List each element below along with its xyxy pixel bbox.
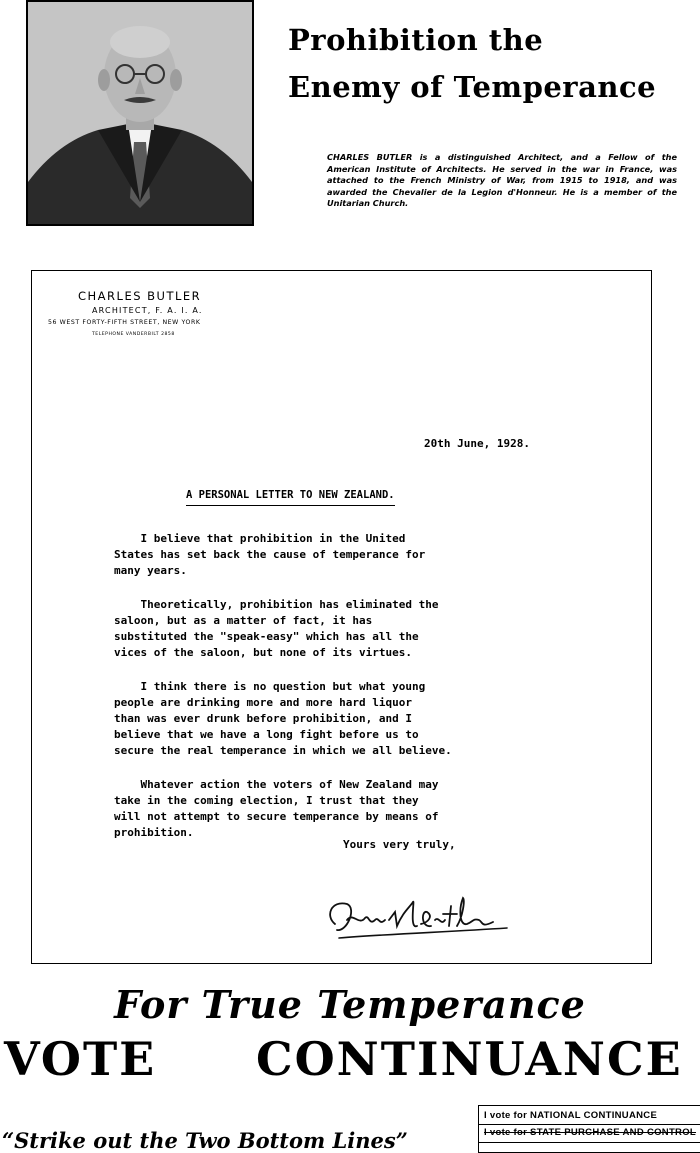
slogan-continuance: CONTINUANCE bbox=[256, 1032, 683, 1086]
ballot-divider bbox=[479, 1142, 700, 1143]
ballot-line-continuance: I vote for NATIONAL CONTINUANCE bbox=[484, 1110, 658, 1121]
portrait-illustration bbox=[28, 2, 252, 224]
letter-paragraph: Whatever action the voters of New Zealand may take in the coming election, I trust that they will not attempt to secure temperance by means of prohibition. bbox=[114, 778, 439, 839]
biography-text: CHARLES BUTLER is a distinguished Architect, and a Fellow of the American Institute of Architects. He served in the war in France, was attached to the French Ministry of War, from 1915 to 1918, and was awarded the Chevalier de la Legion d'Honneur. He is a member of the Unitarian Church. bbox=[327, 152, 677, 208]
letter-box bbox=[31, 270, 652, 964]
letterhead-address: 56 WEST FORTY-FIFTH STREET, NEW YORK bbox=[48, 319, 201, 326]
headline-line-2: Enemy of Temperance bbox=[288, 70, 657, 104]
ballot-divider bbox=[479, 1124, 700, 1125]
letterhead-title: ARCHITECT, F. A. I. A. bbox=[92, 306, 203, 315]
letter-date: 20th June, 1928. bbox=[424, 437, 530, 450]
headline-line-1: Prohibition the bbox=[288, 23, 544, 57]
letter-heading: A PERSONAL LETTER TO NEW ZEALAND. bbox=[186, 487, 395, 506]
ballot-line-state-purchase: I vote for STATE PURCHASE AND CONTROL bbox=[484, 1127, 697, 1138]
letter-paragraph: Theoretically, prohibition has eliminated the saloon, but as a matter of fact, it has substituted the "speak-easy" which has all the vices of the saloon, but none of its virtues. bbox=[114, 598, 439, 659]
portrait-photo bbox=[26, 0, 254, 226]
letter-closing: Yours very truly, bbox=[343, 838, 456, 851]
letter-paragraph: I believe that prohibition in the United States has set back the cause of temperance for many years. bbox=[114, 532, 426, 577]
letterhead-phone: TELEPHONE VANDERBILT 2858 bbox=[92, 332, 175, 337]
slogan-vote: VOTE bbox=[4, 1032, 157, 1086]
letter-paragraph: I think there is no question but what young people are drinking more and more hard liquor than was ever drunk before prohibition, and I believe that we have a long fight before us to secure the real temperance in which we all believe. bbox=[114, 680, 452, 757]
signature-image bbox=[317, 886, 517, 956]
slogan-true-temperance: For True Temperance bbox=[114, 982, 586, 1027]
slogan-strike-out: “Strike out the Two Bottom Lines” bbox=[2, 1128, 408, 1153]
ballot-sample bbox=[478, 1105, 700, 1153]
letterhead-name: CHARLES BUTLER bbox=[78, 289, 202, 303]
